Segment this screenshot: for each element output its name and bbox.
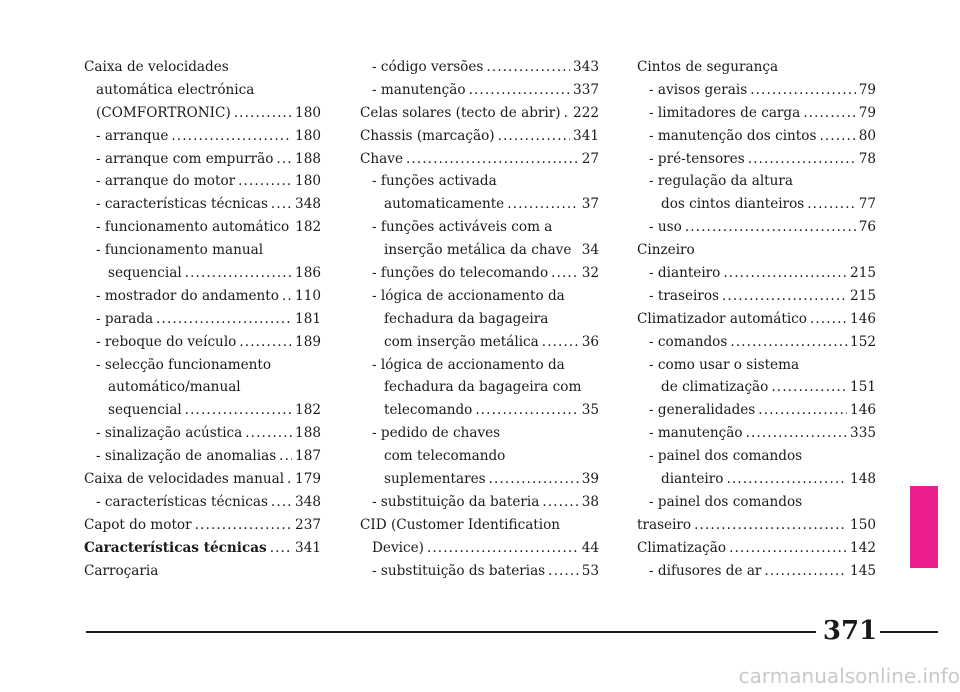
index-entry-page: 341 bbox=[295, 539, 321, 556]
index-entry-text: telecomando bbox=[384, 402, 473, 419]
index-entry bbox=[637, 354, 876, 377]
index-entry bbox=[637, 79, 876, 102]
dot-leader bbox=[726, 468, 847, 491]
index-entry-text: - características técnicas bbox=[96, 493, 268, 510]
index-entry-text: (COMFORTRONIC) bbox=[96, 104, 231, 121]
index-entry bbox=[637, 170, 876, 193]
index-entry-page: 182 bbox=[295, 219, 321, 236]
index-entry bbox=[637, 102, 876, 125]
index-entry bbox=[360, 285, 599, 308]
dot-leader bbox=[542, 491, 578, 514]
index-entry-page: 146 bbox=[850, 310, 876, 327]
index-column-2 bbox=[360, 56, 599, 582]
index-entry-page: 150 bbox=[850, 516, 876, 533]
page-number: 371 bbox=[822, 616, 878, 646]
index-entry bbox=[637, 125, 876, 148]
index-entry bbox=[84, 560, 321, 583]
index-entry-text: - painel dos comandos bbox=[649, 448, 803, 465]
index-entry-text: automaticamente bbox=[384, 196, 505, 213]
dot-leader bbox=[406, 148, 579, 171]
dot-leader bbox=[156, 308, 292, 331]
dot-leader bbox=[758, 399, 847, 422]
index-entry-text: - manutenção bbox=[649, 425, 743, 442]
index-entry bbox=[360, 491, 599, 514]
index-entry-text: com telecomando bbox=[384, 448, 506, 465]
index-entry-text: suplementares bbox=[384, 471, 486, 488]
index-entry-text: - pedido de chaves bbox=[372, 425, 501, 442]
index-entry-text: - funcionamento manual bbox=[96, 242, 264, 259]
dot-leader bbox=[271, 193, 292, 216]
index-entry-text: CID (Customer Identification bbox=[360, 516, 561, 533]
index-entry bbox=[360, 376, 599, 399]
dot-leader bbox=[685, 216, 856, 239]
dot-leader bbox=[564, 102, 570, 125]
dot-leader bbox=[185, 399, 292, 422]
index-entry-text: Carroçaria bbox=[84, 562, 159, 579]
index-entry-text: - características técnicas bbox=[96, 196, 268, 213]
index-entry bbox=[84, 537, 321, 560]
index-entry bbox=[360, 170, 599, 193]
index-entry-text: Device) bbox=[372, 539, 424, 556]
dot-leader bbox=[746, 422, 847, 445]
dot-leader bbox=[771, 376, 847, 399]
index-entry bbox=[637, 285, 876, 308]
index-entry bbox=[360, 560, 599, 583]
index-entry-text: - avisos gerais bbox=[649, 81, 748, 98]
index-entry bbox=[84, 239, 321, 262]
index-entry-text: - limitadores de carga bbox=[649, 104, 801, 121]
index-entry bbox=[84, 193, 321, 216]
dot-leader bbox=[427, 537, 579, 560]
dot-leader bbox=[498, 125, 570, 148]
dot-leader bbox=[270, 537, 292, 560]
watermark: carmanualsonline.info bbox=[738, 664, 960, 688]
index-entry-page: 38 bbox=[581, 493, 599, 510]
section-tab-marker bbox=[910, 486, 938, 568]
dot-leader bbox=[507, 193, 578, 216]
index-entry-page: 186 bbox=[295, 265, 321, 282]
dot-leader bbox=[764, 560, 847, 583]
index-entry bbox=[637, 491, 876, 514]
dot-leader bbox=[548, 560, 579, 583]
index-entry-page: 180 bbox=[295, 104, 321, 121]
index-entry bbox=[637, 331, 876, 354]
index-entry-page: 180 bbox=[295, 127, 321, 144]
index-entry bbox=[637, 537, 876, 560]
index-entry-text: - traseiros bbox=[649, 287, 720, 304]
index-entry-page: 343 bbox=[573, 59, 599, 75]
index-entry-text: Capot do motor bbox=[84, 516, 192, 533]
index-entry-text: Celas solares (tecto de abrir) bbox=[360, 104, 561, 121]
index-entry bbox=[637, 308, 876, 331]
index-entry-text: - manutenção bbox=[372, 81, 466, 98]
index-entry bbox=[84, 331, 321, 354]
index-entry-page: 335 bbox=[850, 425, 876, 442]
index-entry-page: 146 bbox=[850, 402, 876, 419]
dot-leader bbox=[469, 79, 570, 102]
index-entry-page: 151 bbox=[850, 379, 876, 396]
dot-leader bbox=[238, 170, 292, 193]
index-entry-page: 76 bbox=[858, 219, 876, 236]
dot-leader bbox=[489, 468, 579, 491]
index-entry-page: 237 bbox=[295, 516, 321, 533]
index-entry-text: Chave bbox=[360, 150, 403, 167]
dot-leader bbox=[271, 491, 292, 514]
dot-leader bbox=[475, 399, 578, 422]
index-entry bbox=[84, 308, 321, 331]
index-entry bbox=[360, 399, 599, 422]
index-entry-page: 188 bbox=[295, 150, 321, 167]
dot-leader bbox=[276, 148, 292, 171]
dot-leader bbox=[694, 514, 847, 537]
index-entry-text: - difusores de ar bbox=[649, 562, 762, 579]
index-entry bbox=[84, 170, 321, 193]
footer-rule-left bbox=[86, 631, 816, 633]
index-entry-text: - arranque com empurrão bbox=[96, 150, 274, 167]
index-entry-page: 79 bbox=[858, 81, 876, 98]
index-entry-text: Chassis (marcação) bbox=[360, 127, 495, 144]
index-entry bbox=[637, 514, 876, 537]
index-entry-text: automática electrónica bbox=[96, 81, 255, 98]
index-entry-text: Climatizador automático bbox=[637, 310, 807, 327]
index-entry-page: 142 bbox=[850, 539, 876, 556]
footer-rule-right bbox=[880, 631, 938, 633]
index-entry-text: - uso bbox=[649, 219, 682, 236]
index-entry bbox=[360, 56, 599, 79]
index-entry-text: - funcionamento automático bbox=[96, 219, 290, 236]
index-column-1 bbox=[84, 56, 321, 582]
index-entry-text: sequencial bbox=[108, 265, 182, 282]
index-entry-text: - lógica de accionamento da bbox=[372, 356, 565, 373]
index-entry bbox=[84, 514, 321, 537]
index-entry-text: - sinalização acústica bbox=[96, 425, 243, 442]
dot-leader bbox=[185, 262, 292, 285]
index-entry-text: - sinalização de anomalias bbox=[96, 448, 277, 465]
index-entry bbox=[360, 468, 599, 491]
index-entry-text: automático/manual bbox=[108, 379, 241, 396]
index-entry bbox=[360, 239, 599, 262]
index-entry bbox=[637, 216, 876, 239]
index-entry-page: 53 bbox=[581, 562, 599, 579]
index-entry-text: - parada bbox=[96, 310, 154, 327]
index-entry-page: 27 bbox=[581, 150, 599, 167]
index-entry bbox=[637, 399, 876, 422]
index-entry bbox=[360, 308, 599, 331]
dot-leader bbox=[542, 331, 579, 354]
index-entry-page: 337 bbox=[573, 81, 599, 98]
index-entry bbox=[360, 102, 599, 125]
dot-leader bbox=[282, 285, 292, 308]
index-entry-page: 189 bbox=[295, 333, 321, 350]
index-entry-page: 348 bbox=[295, 196, 321, 213]
index-entry-text: - mostrador do andamento bbox=[96, 287, 279, 304]
index-entry bbox=[360, 354, 599, 377]
index-entry bbox=[84, 445, 321, 468]
index-entry bbox=[637, 148, 876, 171]
index-entry-text: Cinzeiro bbox=[637, 242, 695, 259]
index-entry bbox=[360, 514, 599, 537]
dot-leader bbox=[722, 285, 847, 308]
index-entry-page: 35 bbox=[581, 402, 599, 419]
index-entry-text: dianteiro bbox=[661, 471, 724, 488]
index-entry bbox=[84, 262, 321, 285]
dot-leader bbox=[807, 193, 855, 216]
index-entry-page: 215 bbox=[850, 265, 876, 282]
index-entry-page: 179 bbox=[295, 471, 321, 488]
index-entry-page: 180 bbox=[295, 173, 321, 190]
index-entry bbox=[84, 102, 321, 125]
index-entry-page: 39 bbox=[581, 471, 599, 488]
index-entry-text: - funções activada bbox=[372, 173, 497, 190]
index-entry-text: Caixa de velocidades bbox=[84, 59, 229, 75]
index-entry bbox=[84, 468, 321, 491]
index-entry bbox=[360, 216, 599, 239]
index-entry bbox=[360, 422, 599, 445]
index-entry-text: traseiro bbox=[637, 516, 692, 533]
dot-leader bbox=[730, 331, 847, 354]
index-entry-page: 152 bbox=[850, 333, 876, 350]
index-entry bbox=[84, 148, 321, 171]
index-entry bbox=[637, 56, 876, 79]
index-entry-page: 181 bbox=[295, 310, 321, 327]
index-entry-text: - manutenção dos cintos bbox=[649, 127, 817, 144]
index-entry-text: - funções activáveis com a bbox=[372, 219, 553, 236]
index-entry bbox=[84, 285, 321, 308]
index-entry bbox=[637, 445, 876, 468]
index-entry-text: Cintos de segurança bbox=[637, 59, 779, 75]
index-entry-text: - arranque bbox=[96, 127, 169, 144]
dot-leader bbox=[723, 262, 847, 285]
index-entry-text: - painel dos comandos bbox=[649, 493, 803, 510]
dot-leader bbox=[234, 102, 292, 125]
dot-leader bbox=[819, 125, 855, 148]
index-entry-text: de climatização bbox=[661, 379, 769, 396]
index-entry-page: 182 bbox=[295, 402, 321, 419]
index-entry bbox=[84, 216, 321, 239]
index-entry-text: - substituição ds baterias bbox=[372, 562, 546, 579]
index-entry-text: - comandos bbox=[649, 333, 728, 350]
index-entry-page: 37 bbox=[581, 196, 599, 213]
index-entry bbox=[637, 376, 876, 399]
index-entry bbox=[637, 193, 876, 216]
dot-leader bbox=[195, 514, 292, 537]
index-entry bbox=[84, 376, 321, 399]
index-entry bbox=[360, 125, 599, 148]
index-entry-text: Características técnicas bbox=[84, 539, 267, 556]
dot-leader bbox=[171, 125, 292, 148]
index-entry-text: - reboque do veículo bbox=[96, 333, 237, 350]
index-entry-text: - substituição da bateria bbox=[372, 493, 540, 510]
index-entry-text: Climatização bbox=[637, 539, 727, 556]
index-entry bbox=[360, 262, 599, 285]
index-entry bbox=[84, 399, 321, 422]
index-entry bbox=[637, 262, 876, 285]
index-entry-text: fechadura da bagageira com bbox=[384, 379, 582, 396]
index-entry bbox=[360, 193, 599, 216]
dot-leader bbox=[729, 537, 847, 560]
index-entry-page: 222 bbox=[573, 104, 599, 121]
dot-leader bbox=[748, 148, 856, 171]
index-entry-page: 77 bbox=[858, 196, 876, 213]
index-entry-page: 79 bbox=[858, 104, 876, 121]
index-entry bbox=[637, 468, 876, 491]
index-entry-page: 34 bbox=[581, 242, 599, 259]
dot-leader bbox=[551, 262, 579, 285]
index-entry-text: - funções do telecomando bbox=[372, 265, 549, 282]
index-entry bbox=[360, 537, 599, 560]
index-entry bbox=[84, 491, 321, 514]
index-entry-page: 187 bbox=[295, 448, 321, 465]
index-entry-page: 215 bbox=[850, 287, 876, 304]
index-entry-text: - regulação da altura bbox=[649, 173, 793, 190]
index-entry-text: - arranque do motor bbox=[96, 173, 236, 190]
index-entry-text: - selecção funcionamento bbox=[96, 356, 272, 373]
index-entry bbox=[84, 56, 321, 79]
index-column-3 bbox=[637, 56, 876, 582]
index-entry-text: sequencial bbox=[108, 402, 182, 419]
index-entry bbox=[360, 148, 599, 171]
dot-leader bbox=[239, 331, 292, 354]
index-entry-text: - lógica de accionamento da bbox=[372, 287, 565, 304]
index-entry bbox=[637, 239, 876, 262]
index-entry-page: 80 bbox=[858, 127, 876, 144]
dot-leader bbox=[486, 56, 570, 79]
index-entry-page: 32 bbox=[581, 265, 599, 282]
index-entry-text: - generalidades bbox=[649, 402, 756, 419]
index-entry-page: 110 bbox=[295, 287, 321, 304]
index-entry bbox=[360, 445, 599, 468]
dot-leader bbox=[810, 308, 847, 331]
index-entry-text: com inserção metálica bbox=[384, 333, 539, 350]
dot-leader bbox=[245, 422, 292, 445]
index-entry bbox=[84, 125, 321, 148]
index-entry-text: Caixa de velocidades manual bbox=[84, 471, 285, 488]
index-entry-text: - código versões bbox=[372, 59, 484, 75]
index-entry bbox=[84, 79, 321, 102]
dot-leader bbox=[803, 102, 855, 125]
index-entry-page: 188 bbox=[295, 425, 321, 442]
dot-leader bbox=[279, 445, 292, 468]
index-entry-text: - pré-tensores bbox=[649, 150, 745, 167]
index-entry-page: 145 bbox=[850, 562, 876, 579]
index-entry-page: 148 bbox=[850, 471, 876, 488]
index-entry-page: 348 bbox=[295, 493, 321, 510]
index-entry-page: 78 bbox=[858, 150, 876, 167]
index-entry-text: inserção metálica da chave bbox=[384, 242, 572, 259]
index-entry-text: fechadura da bagageira bbox=[384, 310, 549, 327]
index-entry bbox=[84, 422, 321, 445]
index-entry bbox=[84, 354, 321, 377]
index-entry bbox=[637, 422, 876, 445]
dot-leader bbox=[750, 79, 856, 102]
index-entry-text: - como usar o sistema bbox=[649, 356, 800, 373]
index-entry-page: 36 bbox=[581, 333, 599, 350]
index-entry-page: 44 bbox=[581, 539, 599, 556]
index-entry bbox=[360, 79, 599, 102]
dot-leader bbox=[287, 468, 292, 491]
index-entry bbox=[360, 331, 599, 354]
index-entry bbox=[637, 560, 876, 583]
index-entry-page: 341 bbox=[573, 127, 599, 144]
index-entry-text: - dianteiro bbox=[649, 265, 721, 282]
index-entry-text: dos cintos dianteiros bbox=[661, 196, 805, 213]
